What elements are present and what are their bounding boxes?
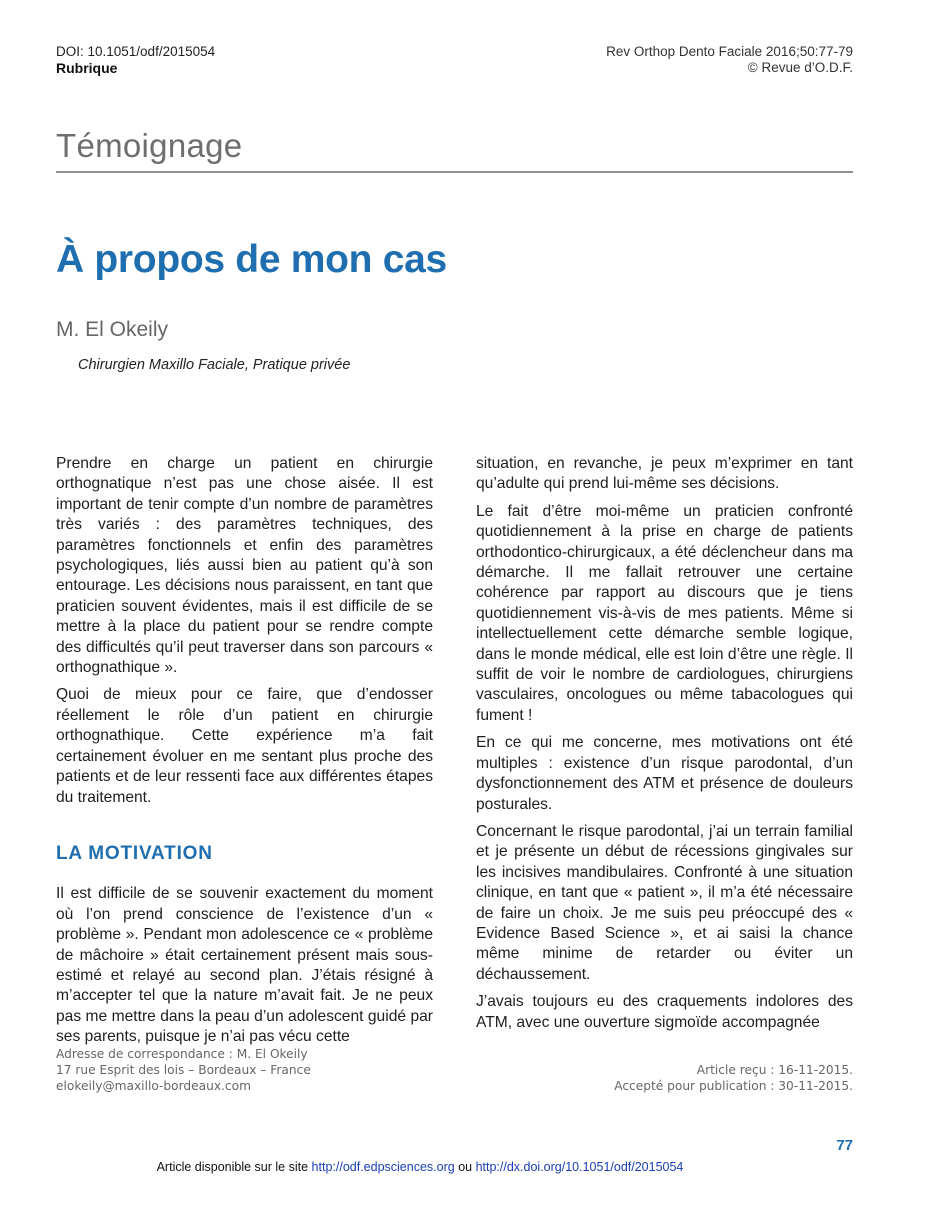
footer-availability <box>0 1160 840 1174</box>
author-affiliation: Chirurgien Maxillo Faciale, Pratique privée <box>78 357 351 373</box>
paragraph: Concernant le risque parodontal, j’ai un terrain familial et je présente un début de récessions gingivales sur les incisives mandibulaires. Confronté à une situation clinique, en tant que « patient », il m’a été nécessaire de faire un choix. Je me suis peu préoccupé des « Evidence Based Science », et ai saisi la chance même minime de retarder ou éviter un déchaussement. <box>476 822 853 983</box>
body-column-left <box>56 454 433 1055</box>
correspondence-email: elokeily@maxillo-bordeaux.com <box>56 1079 251 1093</box>
section-title-motivation: LA MOTIVATION <box>56 842 213 864</box>
footer-link-doi[interactable]: http://dx.doi.org/10.1051/odf/2015054 <box>475 1160 684 1174</box>
footer-conjunction: ou <box>458 1160 473 1174</box>
page-number: 77 <box>836 1137 853 1154</box>
correspondence-name: Adresse de correspondance : M. El Okeily <box>56 1047 308 1061</box>
journal-citation: Rev Orthop Dento Faciale 2016;50:77-79 <box>606 44 853 59</box>
paragraph: Il est difficile de se souvenir exactement du moment où l’on prend conscience de l’existence d’un « problème ». Pendant mon adolescence ce « problème de mâchoire » était certainement présent mais sous-estimé et relayé au second plan. J’étais résigné à m’accepter tel que la nature m’avait fait. Je ne peux pas me mettre dans la peau d’un adolescent guidé par ses parents, puisque je n’ai pas vécu cette <box>56 885 433 1046</box>
date-accepted: Accepté pour publication : 30-11-2015. <box>614 1079 853 1093</box>
correspondence-address: 17 rue Esprit des lois – Bordeaux – France <box>56 1063 311 1077</box>
article-dates <box>614 1062 853 1094</box>
paragraph: Quoi de mieux pour ce faire, que d’endosser réellement le rôle d’un patient en chirurgie orthognathique. Cette expérience m’a fait certainement évoluer en me sentant plus proche des patients et de leur ressenti face aux différentes étapes du traitement. <box>56 686 433 806</box>
paragraph: J’avais toujours eu des craquements indolores des ATM, avec une ouverture sigmoïde accompagnée <box>476 993 853 1031</box>
rubrique-label: Rubrique <box>56 60 118 76</box>
journal-reference <box>606 44 853 76</box>
paragraph: Prendre en charge un patient en chirurgie orthognatique n’est pas une chose aisée. Il est important de tenir compte d’un nombre de paramètres très variés : des paramètres techniques, des paramètres fonctionnels et enfin des paramètres psychologiques, liés aussi bien au patient qu’à son entourage. Les décisions nous paraissent, en tant que praticien souvent évidentes, mais il est difficile de se mettre à la place du patient pour se rendre compte des difficultés qu’il peut traverser dans son parcours « orthognathique ». <box>56 455 433 677</box>
paragraph: Le fait d’être moi-même un praticien confronté quotidiennement à la prise en charge de patients orthodontico-chirurgicaux, a été déclencheur dans ma démarche. Il me fallait retrouver une certaine cohérence par rapport au discours que je tiens quotidiennement vis-à-vis de mes patients. Même si intellectuellement cette démarche semble logique, dans le monde médical, elle est loin d’être une règle. Il suffit de voir le nombre de cardiologues, chirurgiens vasculaires, oncologues ou même tabacologues qui fument ! <box>476 502 853 724</box>
body-column-right <box>476 454 853 1040</box>
article-title: À propos de mon cas <box>56 238 447 281</box>
section-heading: Témoignage <box>56 127 243 164</box>
section-divider <box>56 171 853 173</box>
paragraph: En ce qui me concerne, mes motivations ont été multiples : existence d’un risque parodontal, d’un dysfonctionnement des ATM et présence de douleurs posturales. <box>476 734 853 813</box>
date-received: Article reçu : 16-11-2015. <box>696 1063 853 1077</box>
footer-link-journal[interactable]: http://odf.edpsciences.org <box>311 1160 455 1174</box>
correspondence-block <box>56 1046 311 1094</box>
footer-prefix: Article disponible sur le site <box>156 1160 309 1174</box>
paragraph: situation, en revanche, je peux m’exprimer en tant qu’adulte qui prend lui-même ses décisions. <box>476 455 853 493</box>
doi-label: DOI: 10.1051/odf/2015054 <box>56 44 216 59</box>
author-name: M. El Okeily <box>56 318 169 341</box>
journal-copyright: © Revue d’O.D.F. <box>747 60 853 75</box>
